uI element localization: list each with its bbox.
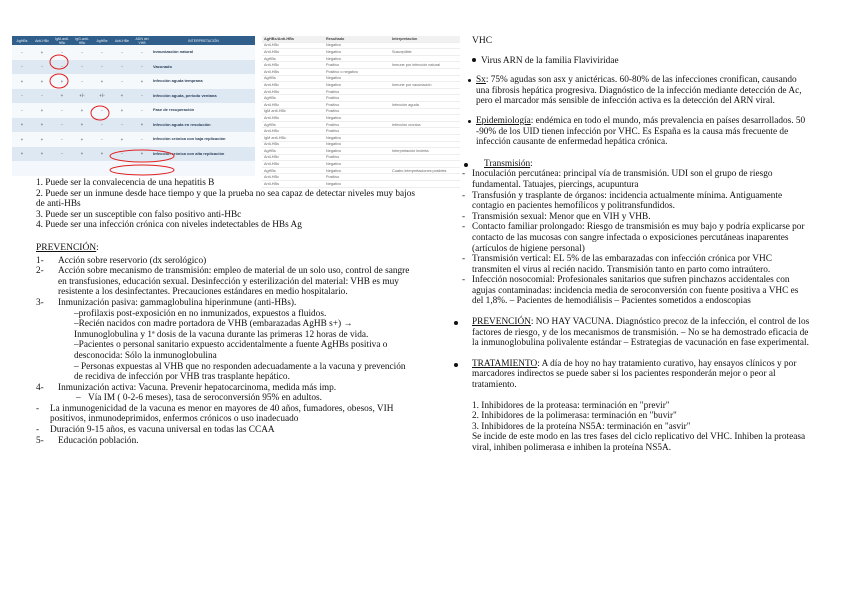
table-cell: Anti-HBc — [262, 128, 324, 135]
table-row — [262, 62, 460, 69]
table-cell: Anti-HBs — [262, 49, 324, 56]
list-item: 2. Inhibidores de la polimerasa: terminación en "buvir" — [472, 411, 677, 422]
table-cell — [390, 128, 460, 135]
table-cell: - — [52, 147, 72, 162]
table-cell: - — [112, 60, 132, 75]
table-cell: AgHBs — [262, 75, 324, 82]
list-item-text: La inmunogenicidad de la vacuna es menor en mayores de 40 años, fumadores, obesos, VIH positivos, inmunodeprimidos, enfermos crónicos o uso inadecuado — [50, 403, 394, 425]
table-cell: Anti-HBc — [262, 82, 324, 89]
table-cell: Negativo — [324, 167, 390, 174]
list-item: 3. Inhibidores de la proteína NS5A: terminación en "asvir" — [472, 421, 691, 432]
interpretation-cell: Infección aguda en resolución — [152, 118, 255, 133]
list-item — [36, 425, 416, 436]
list-marker: – — [76, 393, 81, 404]
epidemiology-paragraph — [472, 116, 812, 148]
table-cell: - — [12, 60, 32, 75]
bullet-icon — [464, 163, 468, 167]
epi-text: : endémica en todo el mundo, más prevalencia en países desarrollados. 50 -90% de los UID tienen infección por VHC. Es España es la causa más frecuente de infección causante de enfermedad hepática crónica. — [476, 115, 806, 148]
list-item-text: Duración 9-15 años, es vacuna universal en todas las CCAA — [50, 425, 275, 436]
table-cell: + — [32, 103, 52, 118]
trat-label: TRATAMIENTO — [472, 358, 538, 369]
list-item — [462, 254, 812, 275]
table-cell: Inmune por infección natural — [390, 62, 460, 69]
table-cell: Positivo — [324, 108, 390, 115]
sx-paragraph — [472, 75, 812, 107]
heading-colon: : — [530, 158, 533, 169]
header-cell: INTERPRETACIÓN — [152, 36, 255, 45]
table-row — [262, 128, 460, 135]
table-cell: + — [92, 74, 112, 89]
table-cell: Positivo — [324, 95, 390, 102]
dash-icon: - — [462, 254, 466, 265]
list-item — [36, 309, 416, 320]
table-cell: Negativo — [324, 181, 390, 188]
bullet-icon — [454, 363, 458, 367]
table-cell — [390, 55, 460, 62]
table-cell: Negativo — [324, 161, 390, 168]
table-row — [262, 101, 460, 108]
list-item — [36, 383, 416, 394]
treatment-list — [472, 401, 812, 454]
serology-header-row — [12, 36, 255, 45]
bullet-icon — [454, 321, 458, 325]
header-cell: AgHBe — [92, 36, 112, 45]
table-cell: - — [92, 103, 112, 118]
table-cell — [390, 42, 460, 49]
list-item — [36, 404, 416, 425]
table-cell: + — [52, 89, 72, 104]
table-cell: - — [132, 45, 152, 60]
table-cell: - — [112, 118, 132, 133]
table-cell: + — [132, 74, 152, 89]
table-cell: + — [112, 89, 132, 104]
table-cell: - — [112, 147, 132, 162]
dash-icon: - — [462, 211, 466, 222]
table-cell: Anti-HBc — [262, 154, 324, 161]
treatment-paragraph — [472, 359, 812, 391]
prev-label: PREVENCIÓN — [472, 317, 531, 328]
list-item-text: Inmunización activa: Vacuna. Prevenir hepatocarcinoma, medida más imp. — [58, 382, 337, 393]
table-cell: + — [12, 147, 32, 162]
section-title: VHC — [472, 36, 493, 46]
list-item: 1. Inhibidores de la proteasa: terminación en "previr" — [472, 400, 670, 411]
list-item — [36, 298, 416, 309]
header-cell: Interpretación — [390, 36, 460, 42]
table-cell: IgM anti-HBc — [262, 134, 324, 141]
table-cell — [390, 161, 460, 168]
table-cell — [390, 88, 460, 95]
trans-label: Transmisión — [484, 158, 531, 169]
table-row — [262, 154, 460, 161]
list-item-text: Infección nosocomial: Profesionales sanitarios que sufren pinchazos accidentales con agujas contaminadas: incidencia media de seroconversión con fuente positiva a VHC es del 1,8%. – Pacientes de hemodiálisis – Pacientes sometidos a endoscopias — [472, 275, 799, 307]
table-row — [262, 42, 460, 49]
list-item-text: –profilaxis post-exposición en no inmunizados, expuestos a fluidos. — [74, 308, 327, 319]
table-cell: - — [52, 132, 72, 147]
interpretation-cell: Infección crónica con baja replicación — [152, 132, 255, 147]
sx-text: : 75% agudas son asx y anictéricas. 60-80% de las infecciones cronifican, causando una fibrosis hepática progresiva. Diagnóstico de la infección mediante detección de Ac, pero el marcador más sensible de infección activa es la detección del ARN viral. — [476, 75, 802, 107]
table-cell: Anti-HBc — [262, 42, 324, 49]
list-marker: 3- — [36, 297, 44, 308]
table-row — [262, 161, 460, 168]
virus-text: Virus ARN de la familia Flaviviridae — [481, 55, 619, 66]
list-item-text: Educación población. — [58, 435, 139, 446]
serology-body — [12, 45, 255, 161]
table-cell: Anti-HBc — [262, 62, 324, 69]
table-row — [12, 147, 255, 162]
vhb-notes-column — [36, 178, 416, 446]
table-cell: AgHBs — [262, 121, 324, 128]
table-cell: + — [132, 147, 152, 162]
table-row — [12, 45, 255, 60]
table-cell: + — [112, 132, 132, 147]
list-item-text: Transmisión sexual: Menor que en VIH y VHB. — [472, 211, 651, 222]
table-cell: Anti-HBs — [262, 115, 324, 122]
table-cell: AgHBs — [262, 55, 324, 62]
table-cell: + — [132, 118, 152, 133]
section-title: PREVENCIÓN — [36, 242, 97, 253]
table-cell: Cuatro interpretaciones posibles — [390, 167, 460, 174]
table-cell: Infección crónica — [390, 121, 460, 128]
list-item-text: Vía IM ( 0-2-6 meses), tasa de seroconversión 95% en adultos. — [88, 393, 322, 404]
table-row — [262, 95, 460, 102]
table-cell: Negativo — [324, 75, 390, 82]
table-cell: + — [32, 74, 52, 89]
prev-text: : NO HAY VACUNA. Diagnóstico precoz de la infección, el control de los factores de riesgo, y de los mecanismos de transmisión. – No se ha demostrado eficacia de la inmunoglobulina polivalente estándar – Estrategias de vacunación en fase experimental. — [472, 317, 810, 349]
treatment-footer: Se incide de este modo en las tres fases del ciclo replicativo del VHC. Inhiben la proteasa viral, inhiben polimerasa e inhiben la proteína NS5A. — [472, 432, 806, 453]
list-item-text: Transfusión y trasplante de órganos: incidencia actualmente mínima. Antiguamente contagio en pacientes hemofílicos y politransfundidos. — [472, 190, 783, 212]
table-cell: + — [72, 147, 92, 162]
table-row — [262, 141, 460, 148]
table-cell: Anti-HBs — [262, 181, 324, 188]
table-cell: + — [12, 132, 32, 147]
list-item-text: Inoculación percutánea: principal vía de transmisión. UDI son el grupo de riesgo fundamental. Tatuajes, piercings, acupuntura — [472, 169, 773, 190]
header-cell: Anti-HBc — [32, 36, 52, 45]
table-row — [262, 68, 460, 75]
table-cell: Positivo — [324, 154, 390, 161]
table-cell: + — [32, 118, 52, 133]
table-cell: - — [132, 103, 152, 118]
header-cell: Resultado — [324, 36, 390, 42]
list-marker: 1- — [36, 255, 44, 266]
heading-colon: : — [96, 242, 99, 253]
list-marker: 5- — [36, 435, 44, 446]
table-cell: - — [132, 132, 152, 147]
table-row — [262, 75, 460, 82]
table-cell — [390, 154, 460, 161]
table-cell: Negativo — [324, 148, 390, 155]
table-cell: AgHBs — [262, 167, 324, 174]
table-row — [12, 60, 255, 75]
table-row — [262, 167, 460, 174]
list-item — [36, 393, 416, 404]
table-cell: + — [72, 118, 92, 133]
list-marker: 4- — [36, 382, 44, 393]
list-item — [462, 275, 812, 307]
table-cell: + — [32, 132, 52, 147]
table-cell: Positivo — [324, 121, 390, 128]
table-cell — [390, 115, 460, 122]
table-cell: +/- — [72, 89, 92, 104]
table-cell: Inmune por vacunación — [390, 82, 460, 89]
table-cell: Anti-HBs — [262, 161, 324, 168]
list-item-text: Inmunización pasiva: gammaglobulina hiperinmune (anti-HBs). — [58, 297, 297, 308]
table-cell: Negativo — [324, 134, 390, 141]
list-item — [36, 362, 416, 383]
table-cell: - — [52, 45, 72, 60]
interpretation-cell: Vacunado — [152, 60, 255, 75]
table-row — [262, 108, 460, 115]
list-item — [462, 190, 812, 212]
table-cell: - — [92, 60, 112, 75]
table-cell: - — [72, 60, 92, 75]
table-cell: Positivo — [324, 62, 390, 69]
list-item — [36, 340, 416, 361]
prevencion-heading-row — [36, 243, 416, 254]
table-cell: Infección aguda — [390, 101, 460, 108]
list-item — [36, 436, 416, 447]
list-item — [36, 266, 416, 298]
table-cell: + — [32, 147, 52, 162]
list-item — [36, 256, 416, 267]
dash-icon: - — [462, 275, 466, 286]
table-row — [262, 88, 460, 95]
interpretation-cell: Inmunización natural — [152, 45, 255, 60]
table-row — [262, 55, 460, 62]
table-cell — [390, 95, 460, 102]
interpretation-cell: Infección aguda, periodo ventana — [152, 89, 255, 104]
list-item-text: Acción sobre reservorio (dx serológico) — [58, 255, 207, 266]
serology-interpretation-table — [262, 36, 460, 188]
serology-table — [12, 36, 255, 161]
bullet-icon — [468, 79, 471, 82]
highlight-circle — [110, 165, 174, 175]
table-cell: + — [72, 132, 92, 147]
table-cell — [390, 108, 460, 115]
list-item-text: Acción sobre mecanismo de transmisión: empleo de material de un solo uso, control de sangre en transfusiones, educación sexual. Desinfección y esterilización del material: VHB es muy resistente a los desinfectantes. Precauciones estándares en medio hospitalario. — [58, 266, 410, 298]
header-cell: AgHBs/Anti-HBs — [262, 36, 324, 42]
bullet-icon — [468, 120, 471, 123]
table-cell: Negativo — [324, 82, 390, 89]
list-item — [462, 169, 812, 190]
table-cell: - — [12, 89, 32, 104]
table-row — [262, 121, 460, 128]
table-cell: - — [72, 45, 92, 60]
table-row — [12, 89, 255, 104]
list-item — [36, 319, 416, 340]
table-cell: Positivo o negativo — [324, 68, 390, 75]
header-cell: IgM-anti-HBc — [52, 36, 72, 45]
table-row — [262, 82, 460, 89]
table-cell: + — [92, 147, 112, 162]
list-item-text: –Recién nacidos con madre portadora de VHB (embarazadas AgHB s+) → Inmunoglobulina y 1ª dosis de la vacuna durante las primeras 12 horas de vida. — [74, 319, 369, 340]
list-item — [462, 211, 812, 223]
table-cell: Negativo — [324, 49, 390, 56]
vhc-notes-column — [462, 36, 812, 454]
interpretation-cell: Infección aguda temprana — [152, 74, 255, 89]
table-cell — [390, 141, 460, 148]
table-cell: Anti-HBc — [262, 174, 324, 181]
table-row — [262, 134, 460, 141]
table-cell: + — [52, 74, 72, 89]
table-cell: + — [112, 103, 132, 118]
header-cell: ADN del VHB — [132, 36, 152, 45]
table-cell: Anti-HBs — [262, 141, 324, 148]
table-cell: +/- — [92, 89, 112, 104]
list-item-text: – Personas expuestas al VHB que no responden adecuadamente a la vacuna y prevención de recidiva de infección por VHB tras trasplante hepático. — [74, 361, 406, 383]
list-item-text: Contacto familiar prolongado: Riesgo de transmisión es muy bajo y podría explicarse por contacto de las mucosas con sangre infectada o exposiciones percutáneas inaparentes (artículos de higiene personal) — [472, 222, 805, 254]
table-cell: - — [72, 74, 92, 89]
list-item — [472, 56, 812, 67]
table-cell: IgM anti-HBc — [262, 108, 324, 115]
table-cell: - — [52, 103, 72, 118]
table-cell: - — [12, 45, 32, 60]
list-marker: - — [36, 403, 40, 414]
table-cell: - — [132, 89, 152, 104]
list-item-text: –Pacientes o personal sanitario expuesto accidentalmente a fuente AgHBs positiva o desconocida: Sólo la inmunoglobulina — [74, 340, 388, 361]
interpretation-body — [262, 36, 460, 187]
table-cell: - — [92, 45, 112, 60]
table-row — [262, 49, 460, 56]
header-cell: IgG-anti-HBc — [72, 36, 92, 45]
table-row — [12, 118, 255, 133]
table-cell: Interpretación incierta — [390, 148, 460, 155]
table-row — [262, 148, 460, 155]
table-row — [12, 103, 255, 118]
table-cell: - — [112, 45, 132, 60]
table-cell: - — [12, 103, 32, 118]
list-item: 4. Puede ser una infección crónica con niveles indetectables de HBs Ag — [36, 220, 302, 231]
epi-label: Epidemiología — [476, 115, 531, 126]
table-cell: - — [52, 60, 72, 75]
bullet-icon — [472, 58, 476, 62]
table-cell: + — [12, 118, 32, 133]
table-cell: Negativo — [324, 55, 390, 62]
table-cell: Negativo — [324, 42, 390, 49]
table-cell: AgHBs — [262, 95, 324, 102]
table-cell: Susceptible — [390, 49, 460, 56]
interpretation-cell: Infección crónica con alta replicación — [152, 147, 255, 162]
table-cell: - — [32, 89, 52, 104]
table-cell: Negativo — [324, 115, 390, 122]
table-cell: + — [72, 103, 92, 118]
table-cell: Positivo — [324, 101, 390, 108]
interpretation-cell: Fase de recuperación — [152, 103, 255, 118]
dash-icon: - — [462, 169, 466, 180]
interpretation-list — [36, 178, 416, 231]
serology-table-image — [12, 36, 255, 176]
table-cell — [390, 75, 460, 82]
table-row — [12, 132, 255, 147]
trat-text: : A día de hoy no hay tratamiento curativo, hay ensayos clínicos y por marcadores indirectos se puede saber si los pacientes responderán mejor o peor al tratamiento. — [472, 358, 797, 391]
table-cell: - — [92, 118, 112, 133]
list-item: 2. Puede ser un inmune desde hace tiempo y que la prueba no sea capaz de detectar niveles muy bajos de anti-HBs — [36, 188, 415, 210]
table-cell: Positivo — [324, 128, 390, 135]
table-cell: Anti-HBc — [262, 101, 324, 108]
table-row — [262, 115, 460, 122]
table-cell: AgHBs — [262, 148, 324, 155]
header-cell: AgHBs — [12, 36, 32, 45]
table-cell: - — [132, 60, 152, 75]
transmission-heading — [472, 159, 812, 170]
table-row — [12, 74, 255, 89]
table-cell: + — [12, 74, 32, 89]
table-cell: - — [92, 132, 112, 147]
table-cell: Positivo — [324, 88, 390, 95]
table-cell: Positivo — [324, 174, 390, 181]
dash-icon: - — [462, 222, 466, 233]
transmission-list — [462, 169, 812, 307]
table-cell: - — [112, 74, 132, 89]
table-cell: + — [32, 45, 52, 60]
table-cell: Negativo — [324, 141, 390, 148]
list-marker: - — [36, 425, 40, 436]
table-cell: - — [52, 118, 72, 133]
list-item — [462, 222, 812, 254]
table-cell: Anti-HBs — [262, 88, 324, 95]
sx-label: Sx — [476, 75, 486, 86]
vhc-prevention-paragraph — [472, 317, 812, 349]
table-cell: - — [32, 60, 52, 75]
serology-interpretation-table-image — [262, 36, 460, 184]
table-cell — [390, 134, 460, 141]
list-item: 3. Puede ser un susceptible con falso positivo anti-HBc — [36, 209, 242, 220]
list-marker: 2- — [36, 266, 44, 277]
table-cell: Anti-HBs — [262, 68, 324, 75]
dash-icon: - — [462, 190, 466, 201]
prevencion-list — [36, 256, 416, 447]
list-item-text: Transmisión vertical: EL 5% de las embarazadas con infección crónica por VHC transmiten el virus al recién nacido. Transmisión tanto en parto como intraútero. — [472, 254, 772, 275]
list-item: 1. Puede ser la convalecencia de una hepatitis B — [36, 178, 215, 188]
header-cell: Anti-HBe — [112, 36, 132, 45]
table-cell — [390, 68, 460, 75]
